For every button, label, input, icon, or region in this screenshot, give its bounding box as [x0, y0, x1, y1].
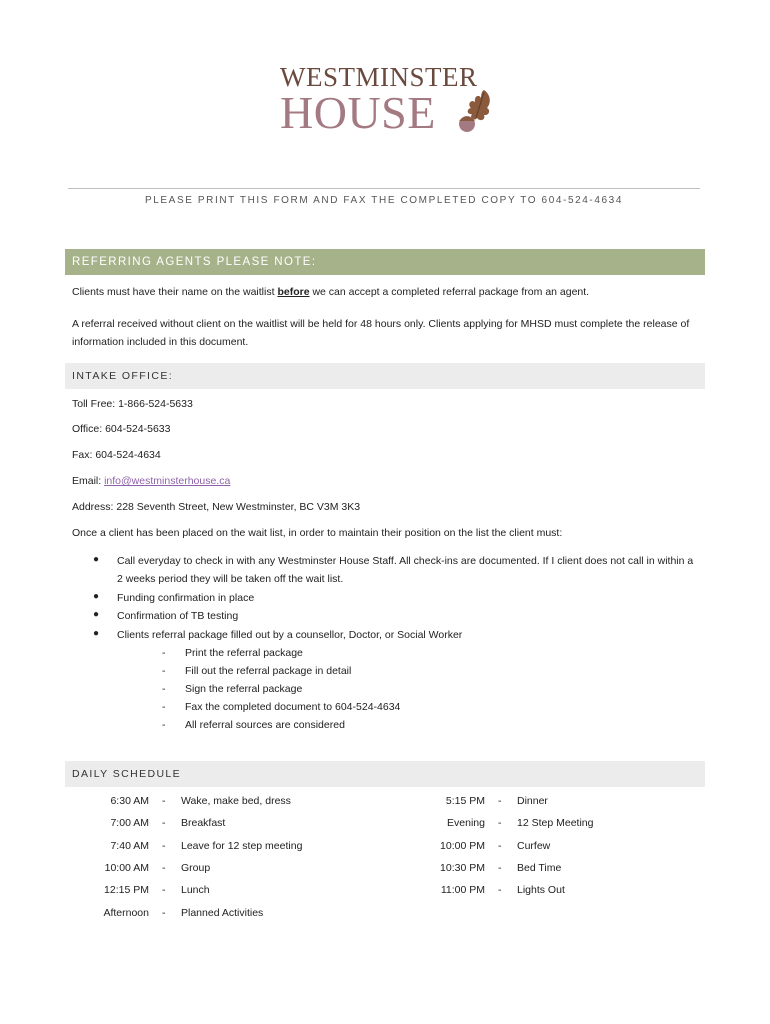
- schedule-time: Evening: [447, 817, 485, 829]
- oak-leaf-acorn-icon: [456, 88, 494, 134]
- dash-marker: -: [162, 719, 166, 731]
- schedule-dash: -: [162, 817, 166, 829]
- schedule-time: 10:30 PM: [440, 862, 485, 874]
- sub-item: Sign the referral package: [185, 683, 303, 695]
- schedule-activity: Curfew: [517, 840, 551, 852]
- daily-schedule-heading: DAILY SCHEDULE: [65, 761, 705, 787]
- waitlist-note-end: we can accept a completed referral package from an agent.: [309, 286, 590, 298]
- office-number: Office: 604-524-5633: [72, 423, 171, 435]
- schedule-dash: -: [162, 907, 166, 919]
- schedule-activity: Bed Time: [517, 862, 562, 874]
- schedule-activity: Lights Out: [517, 884, 565, 896]
- schedule-time: 11:00 PM: [440, 884, 485, 896]
- bullet-icon: ●: [93, 554, 100, 565]
- westminster-house-logo: [280, 62, 500, 140]
- bullet-item: Confirmation of TB testing: [117, 610, 239, 622]
- waitlist-intro: Once a client has been placed on the wait list, in order to maintain their position on the list the client must:: [72, 527, 563, 539]
- schedule-activity: 12 Step Meeting: [517, 817, 594, 829]
- schedule-activity: Breakfast: [181, 817, 226, 829]
- fax-instruction: PLEASE PRINT THIS FORM AND FAX THE COMPLETED COPY TO 604-524-4634: [144, 195, 624, 206]
- bullet-icon: ●: [93, 609, 100, 620]
- dash-marker: -: [162, 665, 166, 677]
- logo-line2: HOUSE: [280, 87, 436, 138]
- schedule-time: 7:40 AM: [110, 840, 149, 852]
- schedule-dash: -: [498, 817, 502, 829]
- schedule-time: 12:15 PM: [104, 884, 149, 896]
- sub-item: Print the referral package: [185, 647, 303, 659]
- schedule-activity: Group: [181, 862, 211, 874]
- bullet-item: Funding confirmation in place: [117, 592, 255, 604]
- schedule-time: Afternoon: [103, 907, 149, 919]
- schedule-time: 7:00 AM: [110, 817, 149, 829]
- dash-marker: -: [162, 701, 166, 713]
- fax-number: Fax: 604-524-4634: [72, 449, 161, 461]
- schedule-dash: -: [498, 862, 502, 874]
- address: Address: 228 Seventh Street, New Westminster, BC V3M 3K3: [72, 501, 361, 513]
- schedule-time: 10:00 AM: [104, 862, 149, 874]
- bullet-icon: ●: [93, 591, 100, 602]
- email-label: Email:: [72, 475, 105, 487]
- bullet-item: Clients referral package filled out by a counsellor, Doctor, or Social Worker: [117, 629, 463, 641]
- waitlist-note: [72, 283, 702, 301]
- schedule-dash: -: [162, 840, 166, 852]
- schedule-activity: Leave for 12 step meeting: [181, 840, 303, 852]
- dash-marker: -: [162, 683, 166, 695]
- schedule-dash: -: [498, 795, 502, 807]
- waitlist-note-bold: before: [277, 286, 310, 298]
- schedule-time: 5:15 PM: [445, 795, 485, 807]
- sub-item: Fax the completed document to 604-524-4634: [185, 701, 401, 713]
- schedule-dash: -: [498, 884, 502, 896]
- schedule-activity: Dinner: [517, 795, 548, 807]
- schedule-activity: Wake, make bed, dress: [181, 795, 291, 807]
- email-line: [72, 475, 230, 487]
- top-divider: [68, 188, 700, 189]
- schedule-dash: -: [162, 795, 166, 807]
- schedule-dash: -: [162, 884, 166, 896]
- referring-agents-heading: REFERRING AGENTS PLEASE NOTE:: [65, 249, 705, 275]
- bullet-icon: ●: [93, 628, 100, 639]
- schedule-dash: -: [498, 840, 502, 852]
- waitlist-note-start: Clients must have their name on the waitlist: [72, 286, 278, 298]
- schedule-activity: Planned Activities: [181, 907, 264, 919]
- dash-marker: -: [162, 647, 166, 659]
- logo-line1: WESTMINSTER: [280, 62, 478, 92]
- sub-item: All referral sources are considered: [185, 719, 345, 731]
- schedule-time: 10:00 PM: [440, 840, 485, 852]
- referral-hold-note: A referral received without client on the waitlist will be held for 48 hours only. Clients applying for MHSD must complete the release of information included in this document.: [72, 318, 690, 348]
- schedule-activity: Lunch: [181, 884, 210, 896]
- sub-item: Fill out the referral package in detail: [185, 665, 352, 677]
- schedule-time: 6:30 AM: [110, 795, 149, 807]
- intake-office-heading: INTAKE OFFICE:: [65, 363, 705, 389]
- toll-free-number: Toll Free: 1-866-524-5633: [72, 398, 193, 410]
- bullet-item: Call everyday to check in with any Westminster House Staff. All check-ins are documented. If I client does not call in within a 2 weeks period they will be taken off the wait list.: [117, 555, 694, 585]
- email-link[interactable]: info@westminsterhouse.ca: [104, 475, 231, 487]
- schedule-dash: -: [162, 862, 166, 874]
